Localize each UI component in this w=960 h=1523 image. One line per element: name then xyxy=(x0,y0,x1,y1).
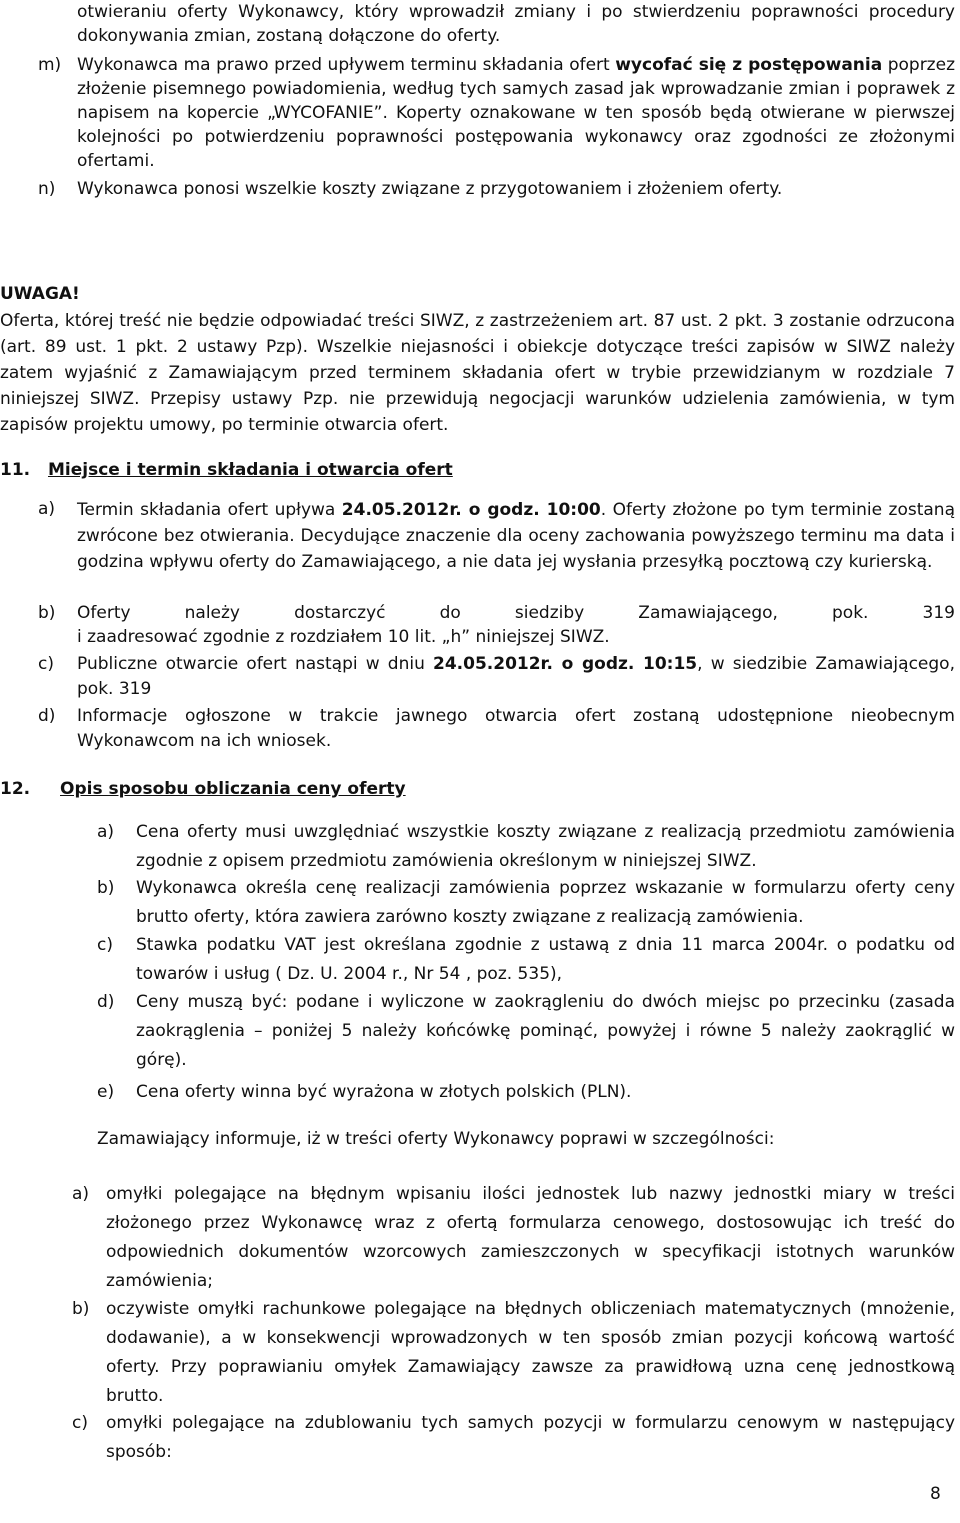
point-m-bold: wycofać się z postępowania xyxy=(615,55,883,75)
point-m-label: m) xyxy=(38,55,62,75)
s12-b-label: b) xyxy=(97,878,115,898)
section-12-title: Opis sposobu obliczania ceny oferty xyxy=(60,779,406,799)
s11-c-part1: Publiczne otwarcie ofert nastąpi w dniu xyxy=(77,654,434,674)
point-n-text: Wykonawca ponosi wszelkie koszty związane z przygotowaniem i złożeniem oferty. xyxy=(77,179,783,199)
section-11-heading xyxy=(0,458,453,483)
uwaga-text: Oferta, której treść nie będzie odpowiadać treści SIWZ, z zastrzeżeniem art. 87 ust. 2 pkt. 3 zostanie odrzucona (art. 89 ust. 1 pkt. 2 ustawy Pzp). Wszelkie niejasności i obiekcje dotyczące treści zapisów w SIWZ należy zatem wyjaśnić z Zamawiającym przed terminem składania ofert w trybie przewidzianym w rozdziale 7 niniejszej SIWZ. Przepisy ustawy Pzp. nie przewidują negocjacji warunków udzielenia zamówienia, w tym zapisów projektu umowy, po terminie otwarcia ofert. xyxy=(0,311,955,435)
s11-a-part2: . Oferty złożone po tym terminie zostaną zwrócone bez otwierania. Decydujące znaczenie dla oceny zachowania powyższego terminu ma data i godzina wpływu oferty do Zamawiającego, a nie data jej wysłania przesyłką pocztową czy kurierską. xyxy=(77,500,955,572)
s12-ib-text: oczywiste omyłki rachunkowe polegające na błędnych obliczeniach matematycznych (mnożenie, dodawanie), a w konsekwencji wprowadzonych w ten sposób zmian pozycji końcową wartość oferty. Przy poprawianiu omyłek Zamawiający zawsze za prawidłową uzna cenę jednostkową brutto. xyxy=(106,1299,955,1406)
s11-b-line2: i zaadresować zgodnie z rozdziałem 10 lit. „h” niniejszej SIWZ. xyxy=(77,627,610,647)
point-l-continuation: otwieraniu oferty Wykonawcy, który wprowadził zmiany i po stwierdzeniu poprawności procedury dokonywania zmian, zostaną dołączone do oferty. xyxy=(77,2,955,46)
s12-ib-label: b) xyxy=(72,1299,90,1319)
point-m-text xyxy=(77,53,955,173)
section-12-number: 12. xyxy=(0,779,31,799)
s12-info: Zamawiający informuje, iż w treści oferty Wykonawcy poprawi w szczególności: xyxy=(97,1129,775,1149)
s12-a-label: a) xyxy=(97,822,115,842)
s11-b-label: b) xyxy=(38,603,56,623)
s11-c-label: c) xyxy=(38,654,54,674)
s12-d-label: d) xyxy=(97,992,115,1012)
s12-c-label: c) xyxy=(97,935,113,955)
s12-ic-label: c) xyxy=(72,1413,88,1433)
s12-d-text: Ceny muszą być: podane i wyliczone w zaokrągleniu do dwóch miejsc po przecinku (zasada zaokrąglenia – poniżej 5 należy końcówkę pominąć, powyżej i równe 5 należy zaokrąglić w górę). xyxy=(136,992,955,1070)
s12-e-label: e) xyxy=(97,1082,115,1102)
s11-d-text: Informacje ogłoszone w trakcie jawnego otwarcia ofert zostaną udostępnione nieobecnym Wykonawcom na ich wniosek. xyxy=(77,706,955,751)
s11-c-part2: , w siedzibie Zamawiającego, pok. 319 xyxy=(77,654,955,699)
s12-c-text: Stawka podatku VAT jest określana zgodnie z ustawą z dnia 11 marca 2004r. o podatku od towarów i usług ( Dz. U. 2004 r., Nr 54 , poz. 535), xyxy=(136,935,955,984)
s11-a-part1: Termin składania ofert upływa xyxy=(77,500,342,520)
s12-ia-text: omyłki polegające na błędnym wpisaniu ilości jednostek lub nazwy jednostki miary w treści złożonego przez Wykonawcę wraz z ofertą formularza cenowego, dostosowując ich treść do odpowiednich dokumentów wzorcowych zamieszczonych w specyfikacji istotnych warunków zamówienia; xyxy=(106,1184,955,1291)
s12-ia-label: a) xyxy=(72,1184,90,1204)
s11-a-text xyxy=(77,497,955,575)
section-11-title: Miejsce i termin składania i otwarcia ofert xyxy=(48,460,453,480)
s12-e-text: Cena oferty winna być wyrażona w złotych polskich (PLN). xyxy=(136,1082,632,1102)
s11-a-label: a) xyxy=(38,499,56,519)
uwaga-heading: UWAGA! xyxy=(0,284,80,304)
point-m-part2: poprzez złożenie pisemnego powiadomienia, według tych samych zasad jak wprowadzanie zmian i poprawek z napisem na kopercie „WYCOFANIE”. Koperty oznakowane w ten sposób będą otwierane w pierwszej kolejności po potwierdzeniu poprawności postępowania wykonawcy oraz zgodności ze złożonymi ofertami. xyxy=(77,55,955,171)
s11-b-line1: Oferty należy dostarczyć do siedziby Zamawiającego, pok. 319 xyxy=(77,603,955,623)
section-12-heading xyxy=(0,777,406,802)
s12-b-text: Wykonawca określa cenę realizacji zamówienia poprzez wskazanie w formularzu oferty ceny brutto oferty, która zawiera zarówno koszty związane z realizacją zamówienia. xyxy=(136,878,955,927)
s11-c-text xyxy=(77,652,955,702)
point-m-part1: Wykonawca ma prawo przed upływem terminu składania ofert xyxy=(77,55,616,75)
section-11-number: 11. xyxy=(0,460,31,480)
s11-a-deadline: 24.05.2012r. o godz. 10:00 xyxy=(341,500,601,520)
s11-d-label: d) xyxy=(38,706,56,726)
s12-a-text: Cena oferty musi uwzględniać wszystkie koszty związane z realizacją przedmiotu zamówienia zgodnie z opisem przedmiotu zamówienia określonym w niniejszej SIWZ. xyxy=(136,822,955,871)
s11-c-opening: 24.05.2012r. o godz. 10:15 xyxy=(433,654,698,674)
page-number: 8 xyxy=(930,1484,941,1504)
point-n-label: n) xyxy=(38,179,56,199)
s12-ic-text: omyłki polegające na zdublowaniu tych samych pozycji w formularzu cenowym w następujący sposób: xyxy=(106,1413,955,1462)
